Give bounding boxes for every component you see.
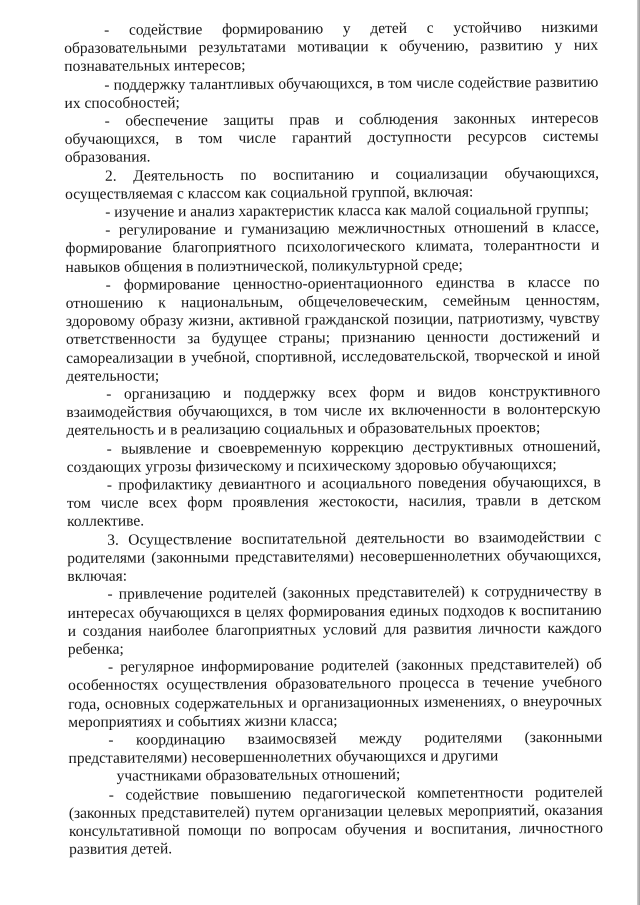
paragraph: - формирование ценностно-ориентационного единства в классе по отношению к национальным, общечеловеческим, семейным ценностям, здоровому образу жизни, активной гражданской позиции, патриотизму, чувству ответственности за будущее страны; признанию ценности достижений и самореализации в учебной, спортивной, исследовательской, творческой и иной деятельности; bbox=[65, 273, 601, 385]
paragraph: - обеспечение защиты прав и соблюдения законных интересов обучающихся, в том числе гарантий доступности ресурсов системы образования. bbox=[64, 109, 599, 167]
document-text bbox=[64, 19, 603, 860]
paragraph: - содействие формированию у детей с устойчиво низкими образовательными результатами мотивации к обучению, развитию у них познавательных интересов; bbox=[64, 18, 599, 76]
paragraph: участниками образовательных отношений; bbox=[116, 766, 401, 786]
paragraph: - профилактику девиантного и асоциального поведения обучающихся, в том числе всех форм проявления жестокости, насилия, травли в детском коллективе. bbox=[66, 473, 601, 531]
paragraph: - организацию и поддержку всех форм и видов конструктивного взаимодействия обучающихся, в том числе их включенности в волонтерскую деятельность и в реализацию социальных и образовательных проектов; bbox=[66, 382, 601, 440]
paragraph: 3. Осуществление воспитательной деятельности во взаимодействии с родителями (законными представителями) несовершеннолетних обучающихся, включая: bbox=[67, 528, 602, 586]
paragraph: - поддержку талантливых обучающихся, в том числе содействие развитию их способностей; bbox=[64, 73, 599, 112]
paragraph: - выявление и своевременную коррекцию деструктивных отношений, создающих угрозы физическому и психическому здоровью обучающихся; bbox=[66, 437, 601, 476]
paragraph: - содействие повышению педагогической компетентности родителей (законных представителей) путем организации целевых мероприятий, оказания консультативной помощи по вопросам обучения и воспитания, личностного развития детей. bbox=[68, 783, 603, 859]
paragraph: - регулирование и гуманизацию межличностных отношений в классе, формирование благоприятного психологического климата, толерантности и навыков общения в полиэтнической, поликультурной среде; bbox=[65, 218, 600, 276]
paragraph: 2. Деятельность по воспитанию и социализации обучающихся, осуществляемая с классом как социальной группой, включая: bbox=[65, 164, 599, 203]
paragraph: - изучение и анализ характеристик класса как малой социальной группы; bbox=[105, 200, 589, 221]
paragraph: - регулярное информирование родителей (законных представителей) об особенностях осуществления образовательного процесса в течение учебного года, основных содержательных и организационных изменениях, о внеурочных мероприятиях и событиях жизни класса; bbox=[68, 655, 603, 731]
paragraph: - координацию взаимосвязей между родителями (законными представителями) несовершеннолетних обучающихся и другими bbox=[68, 728, 603, 768]
paragraph: - привлечение родителей (законных представителей) к сотрудничеству в интересах обучающихся в целях формирования единых подходов к воспитанию и создания наиболее благоприятных условий для развития личности каждого ребенка; bbox=[67, 583, 602, 658]
